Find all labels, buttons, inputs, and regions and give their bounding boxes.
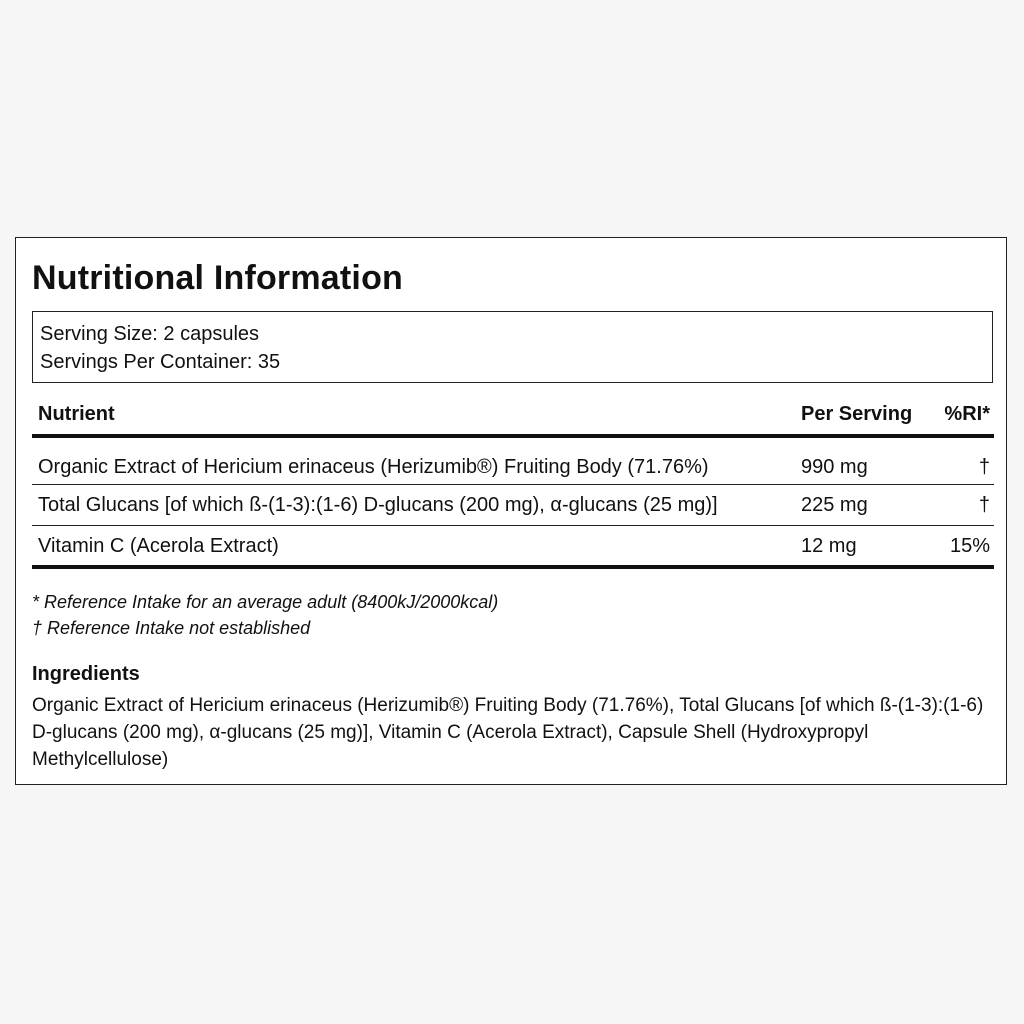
nutrient-name: Total Glucans [of which ß-(1-3):(1-6) D-glucans (200 mg), α-glucans (25 mg)] — [38, 494, 718, 516]
ingredients-heading: Ingredients — [32, 663, 140, 685]
footnotes — [32, 589, 498, 641]
page-title: Nutritional Information — [32, 259, 404, 297]
ri-value: † — [978, 494, 990, 516]
serving-info-box — [32, 311, 993, 383]
ri-value: 15% — [949, 535, 990, 557]
ingredients-text: Organic Extract of Hericium erinaceus (Herizumib®) Fruiting Body (71.76%), Total Glucans [of which ß-(1-3):(1-6) D-glucans (200 mg), α-glucans (25 mg)], Vitamin C (Acerola Extract), Capsule Shell (Hydroxypropyl Methylcellulose) — [32, 695, 984, 770]
column-header-ri: %RI* — [944, 403, 990, 425]
servings-per-container: Servings Per Container: 35 — [40, 351, 281, 373]
nutrient-table — [32, 390, 994, 569]
table-header-row — [32, 390, 994, 438]
column-header-nutrient: Nutrient — [38, 403, 115, 425]
table-row — [32, 526, 994, 569]
column-header-per-serving: Per Serving — [801, 403, 913, 425]
per-serving-value: 990 mg — [801, 456, 868, 478]
serving-size: Serving Size: 2 capsules — [40, 323, 260, 345]
per-serving-value: 12 mg — [801, 535, 857, 557]
ri-value: † — [978, 456, 990, 478]
table-row — [32, 438, 994, 485]
nutrition-panel — [15, 237, 1007, 785]
table-row — [32, 485, 994, 526]
footnote-not-established: † Reference Intake not established — [32, 618, 311, 638]
per-serving-value: 225 mg — [801, 494, 868, 516]
footnote-reference-intake: * Reference Intake for an average adult (8400kJ/2000kcal) — [32, 592, 499, 612]
nutrient-name: Organic Extract of Hericium erinaceus (Herizumib®) Fruiting Body (71.76%) — [38, 456, 709, 478]
nutrient-name: Vitamin C (Acerola Extract) — [38, 535, 279, 557]
